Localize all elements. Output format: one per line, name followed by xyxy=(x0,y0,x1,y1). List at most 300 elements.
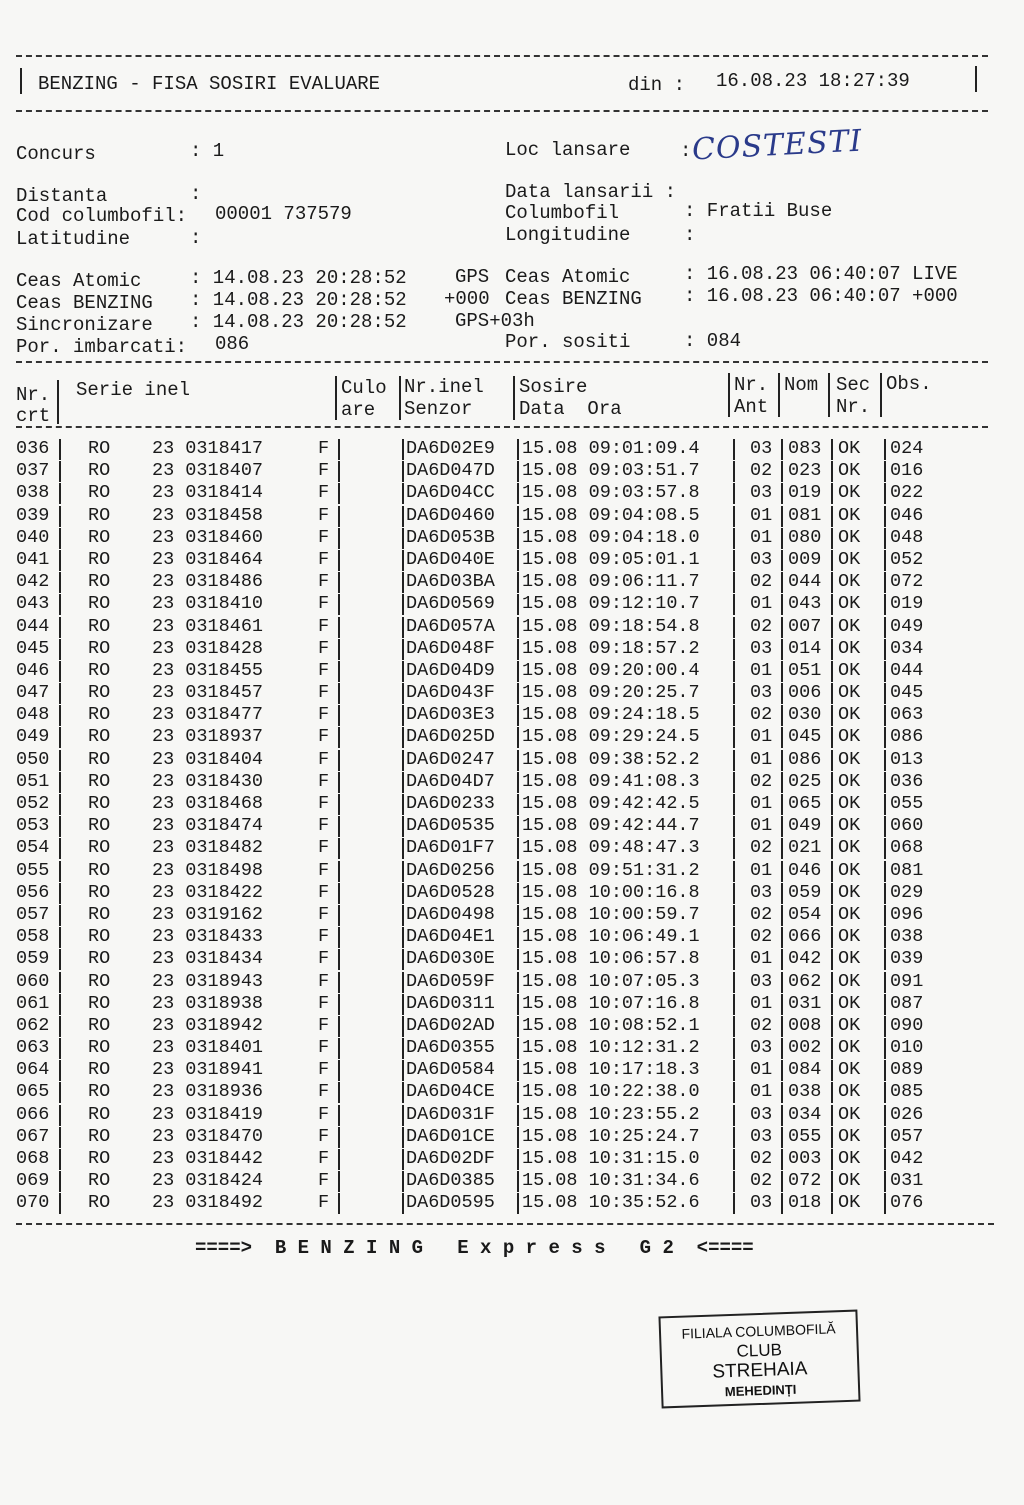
concurs-label: Concurs xyxy=(16,143,96,165)
row-separator xyxy=(338,683,340,704)
cell-arrival: 15.08 09:04:18.0 xyxy=(522,526,700,548)
table-row xyxy=(16,460,1006,482)
cell-antenna: 02 xyxy=(750,571,773,593)
row-separator xyxy=(517,1149,519,1170)
table-row xyxy=(16,815,1006,837)
clock-left-2-suffix: +000 xyxy=(444,288,490,310)
row-separator xyxy=(831,661,833,682)
row-separator xyxy=(402,927,404,948)
cell-sex: F xyxy=(318,748,330,770)
table-row xyxy=(16,593,1006,615)
cell-nr-crt: 042 xyxy=(16,571,50,593)
cell-sex: F xyxy=(318,770,330,792)
cell-obs: 029 xyxy=(890,881,924,903)
cell-country: RO xyxy=(88,526,111,548)
row-separator xyxy=(733,594,735,615)
row-separator xyxy=(338,617,340,638)
cell-country: RO xyxy=(88,1103,111,1125)
cell-nom: 018 xyxy=(788,1192,822,1214)
row-separator xyxy=(338,1127,340,1148)
cell-sec: OK xyxy=(838,438,861,459)
row-separator xyxy=(517,683,519,704)
por-sositi-label: Por. sositi xyxy=(505,331,631,353)
cell-sensor: DA6D04CC xyxy=(406,482,495,504)
cell-sec: OK xyxy=(838,726,861,748)
row-separator xyxy=(338,1016,340,1037)
distanta-value: : xyxy=(190,183,202,205)
row-separator xyxy=(781,550,783,571)
row-separator xyxy=(517,528,519,549)
cell-ring: 23 0318442 xyxy=(152,1148,264,1169)
table-row xyxy=(16,482,1006,504)
cell-sensor: DA6D0535 xyxy=(406,815,495,837)
cell-nr-crt: 041 xyxy=(16,548,50,570)
cell-ring: 23 0318477 xyxy=(152,704,264,726)
row-separator xyxy=(781,1038,783,1059)
cell-country: RO xyxy=(88,659,111,681)
row-separator xyxy=(884,949,886,970)
cell-sex: F xyxy=(318,1059,330,1081)
row-separator xyxy=(831,550,833,571)
row-separator xyxy=(884,572,886,593)
row-separator xyxy=(884,794,886,815)
row-separator xyxy=(831,994,833,1015)
cell-antenna: 01 xyxy=(750,948,773,970)
cell-sex: F xyxy=(318,1081,330,1103)
row-separator xyxy=(338,1082,340,1103)
row-separator xyxy=(402,949,404,970)
row-separator xyxy=(884,861,886,882)
cell-antenna: 03 xyxy=(750,482,773,504)
cell-sec: OK xyxy=(838,571,861,593)
row-separator xyxy=(402,461,404,482)
cell-country: RO xyxy=(88,593,111,615)
cell-sex: F xyxy=(318,1014,330,1036)
cell-obs: 022 xyxy=(890,482,924,504)
cell-sex: F xyxy=(318,726,330,748)
cell-sex: F xyxy=(318,815,330,837)
cell-ring: 23 0318492 xyxy=(152,1192,264,1214)
cell-nr-crt: 046 xyxy=(16,659,50,681)
row-separator xyxy=(831,750,833,771)
table-row xyxy=(16,571,1006,593)
row-separator xyxy=(59,483,61,504)
row-separator xyxy=(338,972,340,993)
cell-sex: F xyxy=(318,1037,330,1059)
row-separator xyxy=(884,772,886,793)
row-separator xyxy=(402,1038,404,1059)
clock-left-2-label: Ceas BENZING xyxy=(16,292,153,314)
col-serie-inel: Serie inel xyxy=(76,379,191,401)
cell-ring: 23 0318422 xyxy=(152,881,264,903)
cell-obs: 034 xyxy=(890,637,924,659)
cell-sensor: DA6D040E xyxy=(406,548,495,570)
cell-ring: 23 0318941 xyxy=(152,1059,264,1081)
cell-sec: OK xyxy=(838,992,861,1014)
cell-nom: 019 xyxy=(788,482,822,504)
row-separator xyxy=(402,639,404,660)
cell-sex: F xyxy=(318,460,330,482)
row-separator xyxy=(338,1149,340,1170)
cell-country: RO xyxy=(88,1148,111,1169)
row-separator xyxy=(884,750,886,771)
row-separator xyxy=(831,949,833,970)
cell-nom: 034 xyxy=(788,1103,822,1125)
cell-obs: 081 xyxy=(890,859,924,881)
cell-sex: F xyxy=(318,1170,330,1192)
row-separator xyxy=(733,927,735,948)
row-separator xyxy=(402,1149,404,1170)
cell-antenna: 02 xyxy=(750,926,773,948)
row-separator xyxy=(59,639,61,660)
row-separator xyxy=(338,838,340,859)
cell-arrival: 15.08 09:51:31.2 xyxy=(522,859,700,881)
row-separator xyxy=(781,772,783,793)
cell-sex: F xyxy=(318,992,330,1014)
cell-ring: 23 0318433 xyxy=(152,926,264,948)
cell-obs: 039 xyxy=(890,948,924,970)
cell-nom: 072 xyxy=(788,1170,822,1192)
cell-obs: 042 xyxy=(890,1148,924,1169)
cell-nr-crt: 067 xyxy=(16,1125,50,1147)
row-separator xyxy=(733,572,735,593)
row-separator xyxy=(831,772,833,793)
cell-arrival: 15.08 09:12:10.7 xyxy=(522,593,700,615)
row-separator xyxy=(59,550,61,571)
row-separator xyxy=(59,1171,61,1192)
cell-sex: F xyxy=(318,659,330,681)
cell-arrival: 15.08 09:24:18.5 xyxy=(522,704,700,726)
cell-ring: 23 0318937 xyxy=(152,726,264,748)
row-separator xyxy=(884,905,886,926)
cell-arrival: 15.08 09:42:44.7 xyxy=(522,815,700,837)
row-separator xyxy=(402,905,404,926)
cell-obs: 072 xyxy=(890,571,924,593)
cell-sensor: DA6D04D7 xyxy=(406,770,495,792)
row-separator xyxy=(338,572,340,593)
cell-obs: 013 xyxy=(890,748,924,770)
row-separator xyxy=(402,1060,404,1081)
row-separator xyxy=(884,1016,886,1037)
cell-arrival: 15.08 09:05:01.1 xyxy=(522,548,700,570)
col-sosire-2: Data Ora xyxy=(519,398,622,420)
cell-obs: 026 xyxy=(890,1103,924,1125)
cell-sec: OK xyxy=(838,881,861,903)
cell-obs: 089 xyxy=(890,1059,924,1081)
row-separator xyxy=(831,617,833,638)
clock-left-3-label: Sincronizare xyxy=(16,314,153,336)
row-separator xyxy=(733,1193,735,1214)
row-separator xyxy=(781,572,783,593)
cell-arrival: 15.08 10:12:31.2 xyxy=(522,1037,700,1059)
longitudine-value: : xyxy=(684,224,696,246)
row-separator xyxy=(831,1149,833,1170)
cell-arrival: 15.08 10:07:05.3 xyxy=(522,970,700,992)
col-sep-nom xyxy=(828,373,830,417)
row-separator xyxy=(733,772,735,793)
table-row xyxy=(16,549,1006,571)
cell-obs: 046 xyxy=(890,504,924,526)
row-separator xyxy=(59,1082,61,1103)
row-separator xyxy=(733,972,735,993)
row-separator xyxy=(831,683,833,704)
col-sep-inel xyxy=(513,376,515,420)
cell-sensor: DA6D04E1 xyxy=(406,926,495,948)
cell-nom: 083 xyxy=(788,438,822,459)
cell-ring: 23 0318417 xyxy=(152,438,264,459)
cell-country: RO xyxy=(88,1081,111,1103)
report-timestamp: 16.08.23 18:27:39 xyxy=(716,70,910,92)
clock-left-1-suffix: GPS xyxy=(455,266,490,288)
row-separator xyxy=(781,1127,783,1148)
cell-nr-crt: 050 xyxy=(16,748,50,770)
row-separator xyxy=(831,1105,833,1126)
cell-sensor: DA6D031F xyxy=(406,1103,495,1125)
cell-obs: 076 xyxy=(890,1192,924,1214)
cell-sensor: DA6D0595 xyxy=(406,1192,495,1214)
row-separator xyxy=(733,1171,735,1192)
cell-arrival: 15.08 10:08:52.1 xyxy=(522,1014,700,1036)
row-separator xyxy=(59,838,61,859)
row-separator xyxy=(781,1193,783,1214)
row-separator xyxy=(733,1082,735,1103)
cell-sensor: DA6D0569 xyxy=(406,593,495,615)
cell-arrival: 15.08 10:06:57.8 xyxy=(522,948,700,970)
por-imbarcati-label: Por. imbarcati: xyxy=(16,336,188,358)
cell-nom: 049 xyxy=(788,815,822,837)
row-separator xyxy=(338,816,340,837)
cell-country: RO xyxy=(88,1192,111,1214)
row-separator xyxy=(733,994,735,1015)
row-separator xyxy=(402,1016,404,1037)
col-nr-inel-1: Nr.inel xyxy=(404,376,484,398)
cell-nom: 038 xyxy=(788,1081,822,1103)
cell-nr-crt: 037 xyxy=(16,460,50,482)
header-dashed-rule xyxy=(16,110,988,112)
row-separator xyxy=(733,727,735,748)
row-separator xyxy=(831,1171,833,1192)
cell-country: RO xyxy=(88,504,111,526)
row-separator xyxy=(884,1127,886,1148)
row-separator xyxy=(781,661,783,682)
report-title: BENZING - FISA SOSIRI EVALUARE xyxy=(38,73,381,95)
row-separator xyxy=(831,1016,833,1037)
cell-nom: 007 xyxy=(788,615,822,637)
row-separator xyxy=(59,727,61,748)
por-imbarcati-value: 086 xyxy=(215,333,250,355)
cell-arrival: 15.08 09:29:24.5 xyxy=(522,726,700,748)
cell-sensor: DA6D0460 xyxy=(406,504,495,526)
row-separator xyxy=(402,1193,404,1214)
table-row xyxy=(16,1126,1006,1148)
latitudine-label: Latitudine xyxy=(16,228,131,250)
col-sosire-1: Sosire xyxy=(519,376,588,398)
row-separator xyxy=(884,439,886,460)
cell-arrival: 15.08 09:03:51.7 xyxy=(522,460,700,482)
cell-country: RO xyxy=(88,615,111,637)
cell-arrival: 15.08 10:22:38.0 xyxy=(522,1081,700,1103)
row-separator xyxy=(781,1149,783,1170)
loc-lansare-handwritten: COSTESTI xyxy=(691,123,864,168)
columbofil-value: : Fratii Buse xyxy=(684,200,833,222)
row-separator xyxy=(402,861,404,882)
cell-nom: 003 xyxy=(788,1148,822,1169)
row-separator xyxy=(781,528,783,549)
cell-sec: OK xyxy=(838,504,861,526)
cell-nr-crt: 069 xyxy=(16,1170,50,1192)
row-separator xyxy=(884,550,886,571)
clock-right-2-value: : 16.08.23 06:40:07 +000 xyxy=(684,285,958,307)
row-separator xyxy=(781,617,783,638)
cell-antenna: 01 xyxy=(750,659,773,681)
row-separator xyxy=(402,572,404,593)
row-separator xyxy=(831,639,833,660)
cell-ring: 23 0318468 xyxy=(152,793,264,814)
row-separator xyxy=(884,838,886,859)
cell-nr-crt: 052 xyxy=(16,793,50,814)
table-row xyxy=(16,971,1006,993)
table-row xyxy=(16,926,1006,948)
cell-ring: 23 0318410 xyxy=(152,593,264,615)
cell-arrival: 15.08 10:07:16.8 xyxy=(522,992,700,1014)
row-separator xyxy=(59,572,61,593)
cell-sensor: DA6D04D9 xyxy=(406,659,495,681)
cell-arrival: 15.08 09:04:08.5 xyxy=(522,504,700,526)
table-row xyxy=(16,1059,1006,1081)
row-separator xyxy=(831,727,833,748)
cell-sex: F xyxy=(318,926,330,948)
col-sep-nr xyxy=(57,380,59,424)
row-separator xyxy=(831,1127,833,1148)
row-separator xyxy=(517,905,519,926)
cell-sex: F xyxy=(318,548,330,570)
cell-sec: OK xyxy=(838,482,861,504)
row-separator xyxy=(402,483,404,504)
row-separator xyxy=(517,594,519,615)
cod-columbofil-value: 00001 737579 xyxy=(215,203,352,225)
col-sep-culoare xyxy=(399,376,401,420)
cell-antenna: 02 xyxy=(750,1170,773,1192)
cell-sex: F xyxy=(318,793,330,814)
row-separator xyxy=(338,1038,340,1059)
cell-country: RO xyxy=(88,1014,111,1036)
clock-left-1-value: : 14.08.23 20:28:52 xyxy=(190,267,407,289)
table-row xyxy=(16,704,1006,726)
cell-country: RO xyxy=(88,770,111,792)
table-row xyxy=(16,948,1006,970)
cell-sec: OK xyxy=(838,770,861,792)
cell-antenna: 03 xyxy=(750,548,773,570)
cell-ring: 23 0318936 xyxy=(152,1081,264,1103)
col-sec-nr-1: Sec xyxy=(836,374,871,396)
cell-arrival: 15.08 10:25:24.7 xyxy=(522,1125,700,1147)
cell-antenna: 01 xyxy=(750,726,773,748)
cell-nom: 002 xyxy=(788,1037,822,1059)
cell-sensor: DA6D02AD xyxy=(406,1014,495,1036)
cell-nom: 031 xyxy=(788,992,822,1014)
cell-antenna: 02 xyxy=(750,460,773,482)
row-separator xyxy=(338,461,340,482)
row-separator xyxy=(733,838,735,859)
cell-nr-crt: 047 xyxy=(16,682,50,704)
row-separator xyxy=(831,1038,833,1059)
cell-obs: 049 xyxy=(890,615,924,637)
cell-sec: OK xyxy=(838,682,861,704)
cell-obs: 045 xyxy=(890,682,924,704)
cell-sex: F xyxy=(318,903,330,925)
table-row xyxy=(16,1081,1006,1103)
row-separator xyxy=(338,506,340,527)
col-nr-crt-1: Nr. xyxy=(16,384,51,406)
cell-nom: 023 xyxy=(788,460,822,482)
cell-ring: 23 0319162 xyxy=(152,903,264,925)
cell-obs: 085 xyxy=(890,1081,924,1103)
cell-sec: OK xyxy=(838,704,861,726)
row-separator xyxy=(59,1127,61,1148)
cell-country: RO xyxy=(88,460,111,482)
row-separator xyxy=(402,528,404,549)
row-separator xyxy=(733,750,735,771)
cell-sensor: DA6D0256 xyxy=(406,859,495,881)
cell-antenna: 03 xyxy=(750,1125,773,1147)
cell-sensor: DA6D0247 xyxy=(406,748,495,770)
cell-antenna: 01 xyxy=(750,504,773,526)
row-separator xyxy=(517,1060,519,1081)
stamp-line-3: STREHAIA xyxy=(712,1358,808,1383)
row-separator xyxy=(831,506,833,527)
cell-nom: 086 xyxy=(788,748,822,770)
cell-antenna: 02 xyxy=(750,770,773,792)
cell-antenna: 03 xyxy=(750,637,773,659)
cell-sex: F xyxy=(318,482,330,504)
row-separator xyxy=(59,927,61,948)
row-separator xyxy=(517,1193,519,1214)
row-separator xyxy=(831,461,833,482)
cell-country: RO xyxy=(88,1170,111,1192)
row-separator xyxy=(884,972,886,993)
cell-obs: 087 xyxy=(890,992,924,1014)
row-separator xyxy=(781,750,783,771)
row-separator xyxy=(733,883,735,904)
cell-ring: 23 0318419 xyxy=(152,1103,264,1125)
row-separator xyxy=(884,506,886,527)
cell-sex: F xyxy=(318,970,330,992)
col-obs: Obs. xyxy=(886,373,932,395)
row-separator xyxy=(338,1171,340,1192)
table-row xyxy=(16,771,1006,793)
cell-nr-crt: 068 xyxy=(16,1148,50,1169)
table-row xyxy=(16,793,1006,815)
cell-sensor: DA6D0584 xyxy=(406,1059,495,1081)
row-separator xyxy=(59,1105,61,1126)
cell-nom: 054 xyxy=(788,903,822,925)
cell-nr-crt: 063 xyxy=(16,1037,50,1059)
cell-ring: 23 0318424 xyxy=(152,1170,264,1192)
cell-obs: 057 xyxy=(890,1125,924,1147)
cell-nom: 044 xyxy=(788,571,822,593)
row-separator xyxy=(338,1193,340,1214)
row-separator xyxy=(517,949,519,970)
cell-sex: F xyxy=(318,948,330,970)
cell-obs: 068 xyxy=(890,837,924,859)
cell-nr-crt: 049 xyxy=(16,726,50,748)
cell-antenna: 01 xyxy=(750,748,773,770)
row-separator xyxy=(338,794,340,815)
row-separator xyxy=(338,727,340,748)
row-separator xyxy=(831,838,833,859)
row-separator xyxy=(402,1127,404,1148)
cell-sec: OK xyxy=(838,1014,861,1036)
